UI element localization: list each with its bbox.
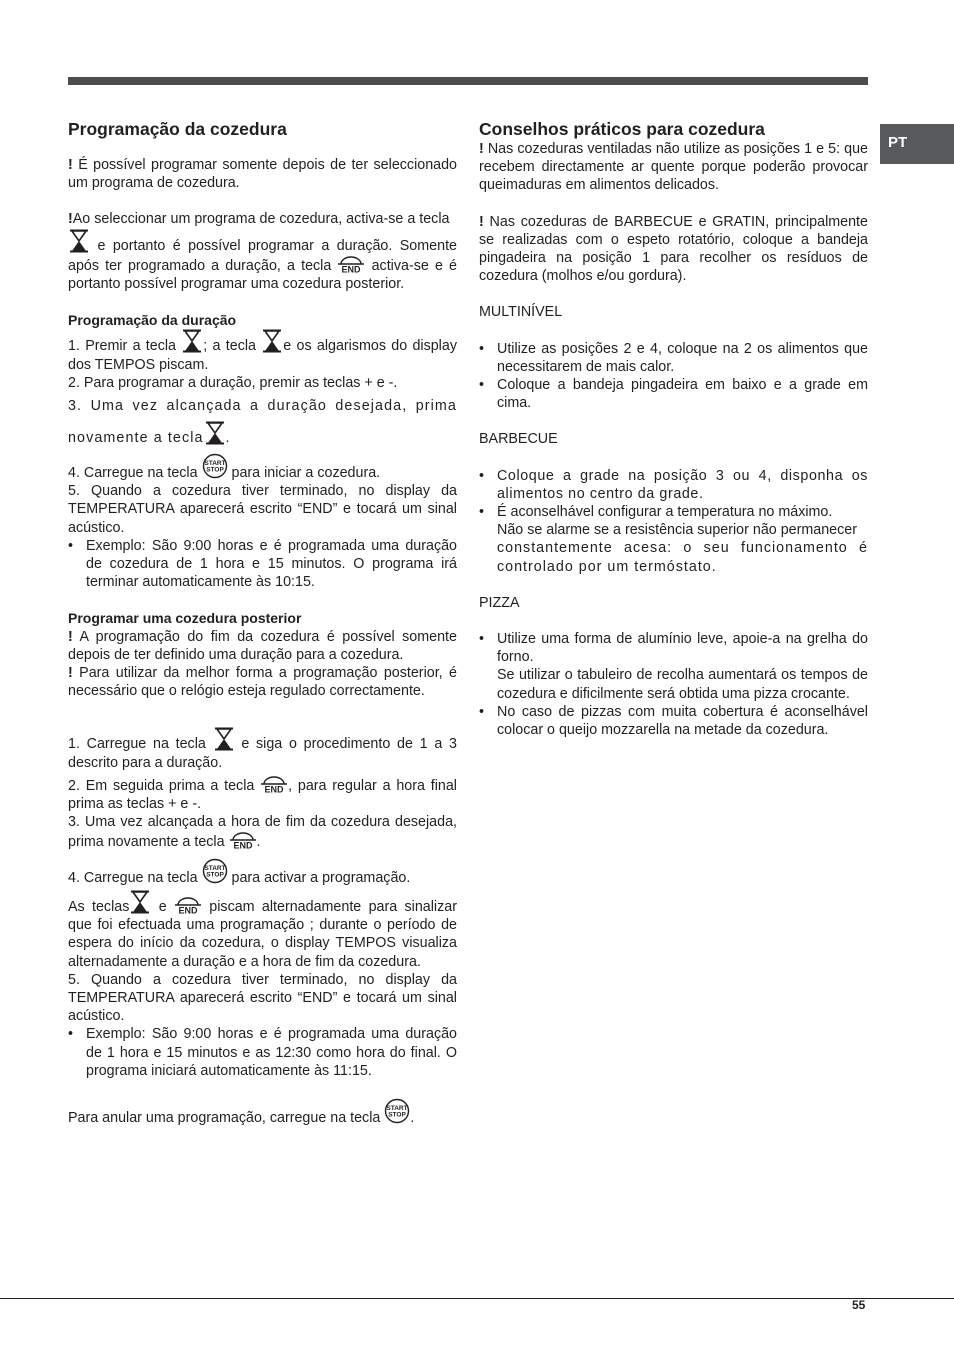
delayed-step-3 (68, 813, 457, 851)
paragraph-text: e portanto é possível programar a duração. Somente após ter programado a duração, a tecla (68, 237, 457, 274)
end-icon-label: END (233, 840, 253, 850)
step-text: , para regular a hora final prima as teclas + e -. (68, 777, 457, 813)
start-stop-label: START (386, 1104, 408, 1112)
list-item-text: constantemente acesa: o seu funcionamento é controlado por um termóstato. (497, 540, 868, 575)
duration-step-3 (68, 392, 457, 453)
step-text: As teclas (68, 898, 130, 915)
right-column (479, 118, 868, 739)
hourglass-icon (68, 229, 90, 253)
end-icon-label: END (341, 264, 361, 273)
step-text: 3. Uma vez alcançada a duração desejada, prima novamente a tecla (68, 398, 457, 447)
step-text: e (158, 898, 167, 915)
end-icon (260, 775, 288, 793)
example-list-2 (68, 1025, 457, 1080)
step-text: para iniciar a cozedura. (231, 465, 381, 482)
list-item: • Exemplo: São 9:00 horas e é programada uma duração de cozedura de 1 hora e 15 minutos. O programa irá terminar automaticamente às 10:15. (68, 537, 457, 592)
delayed-step-2 (68, 775, 457, 813)
exclamation-mark: ! (68, 628, 73, 645)
step-text: ; a tecla (203, 338, 256, 355)
example-list-1 (68, 537, 457, 592)
pizza-list (479, 630, 868, 739)
start-stop-label: STOP (388, 1111, 407, 1119)
start-stop-icon (202, 453, 228, 479)
step-text: 4. Carregue na tecla (68, 465, 198, 482)
step-text: 3. Uma vez alcançada a hora de fim da cozedura desejada, prima novamente a tecla (68, 814, 457, 851)
list-item (479, 630, 868, 703)
paragraph-text: activa-se e é portanto possível programar uma cozedura posterior. (68, 257, 457, 293)
end-icon (174, 896, 202, 914)
hourglass-icon (129, 890, 151, 914)
paragraph-text: Para utilizar da melhor forma a programação posterior, é necessário que o relógio esteja regulado correctamente. (68, 665, 457, 700)
subheading-duration: Programação da duração (68, 312, 237, 329)
cancel-programming (68, 1098, 457, 1127)
start-stop-icon (202, 858, 228, 884)
list-item: • Exemplo: São 9:00 horas e é programada uma duração de 1 hora e 15 minutos e as 12:30 como hora do final. O programa iniciará automaticamente às 11:15. (68, 1025, 457, 1080)
hourglass-icon (261, 329, 283, 353)
footer-rule (0, 1298, 954, 1299)
paragraph-text: Ao seleccionar um programa de cozedura, activa-se a tecla (72, 211, 450, 228)
paragraph-text: É possível programar somente depois de ter seleccionado um programa de cozedura. (68, 157, 457, 192)
language-tab (880, 124, 954, 164)
end-icon (337, 255, 365, 273)
list-item-text: Utilize uma forma de alumínio leve, apoie-a na grelha do forno. (497, 631, 868, 666)
start-stop-label: START (203, 864, 226, 872)
exclamation-mark: ! (68, 157, 73, 173)
hourglass-icon (181, 329, 203, 353)
start-stop-label: START (203, 460, 226, 468)
start-stop-label: STOP (205, 871, 224, 879)
exclamation-mark: ! (68, 211, 73, 228)
list-item-text: Não se alarme se a resistência superior não permanecer (497, 522, 857, 539)
step-text: piscam alternadamente para sinalizar que foi efectuada uma programação ; durante o período de espera do início da cozedura, o display TEMPOS visualiza alternadamente a duração e a hora de fim da cozedura. (68, 898, 457, 970)
left-column (68, 118, 457, 1127)
exclamation-mark: ! (68, 665, 73, 682)
step-text: e siga o procedimento de 1 a 3 descrito para a duração. (68, 736, 458, 771)
duration-step-1 (68, 329, 457, 373)
heading-multilevel: MULTINÍVEL (479, 304, 563, 321)
list-item: • No caso de pizzas com muita cobertura é aconselhável colocar o queijo mozzarella na metade da cozedura. (479, 703, 868, 739)
list-item: • Coloque a bandeja pingadeira em baixo e a grade em cima. (479, 376, 868, 412)
duration-step-5: 5. Quando a cozedura tiver terminado, no display da TEMPERATURA aparecerá escrito “END” e tocará um sinal acústico. (68, 483, 457, 536)
paragraph-text: Nas cozeduras de BARBECUE e GRATIN, principalmente se realizadas com o espeto rotatório, coloque a bandeja pingadeira na posição 1 para recolher os resíduos de cozedura (molhos e/ou gordura). (479, 213, 868, 285)
delayed-step-4 (68, 858, 457, 887)
paragraph-text: Nas cozeduras ventiladas não utilize as posições 1 e 5: que recebem directamente ar quente porque poderão provocar queimaduras em alimentos delicados. (479, 141, 868, 194)
paragraph-text: Para anular uma programação, carregue na tecla (68, 1109, 381, 1126)
exclamation-mark: ! (479, 213, 484, 230)
step-text: e os algarismos do display dos TEMPOS piscam. (68, 338, 457, 373)
page-number: 55 (852, 1298, 866, 1312)
section-title-programming: Programação da cozedura (68, 119, 287, 139)
step-text: 4. Carregue na tecla (68, 869, 198, 886)
step-text: . (225, 430, 231, 447)
multilevel-list (479, 340, 868, 413)
heading-pizza: PIZZA (479, 594, 520, 611)
barbecue-list (479, 467, 868, 576)
paragraph-text: . (410, 1109, 415, 1126)
paragraph-note-1 (68, 156, 457, 192)
tips-note-1 (479, 140, 868, 195)
delayed-note-1 (68, 628, 457, 664)
exclamation-mark: ! (479, 141, 484, 157)
step-text: 1. Premir a tecla (68, 338, 177, 355)
hourglass-icon (213, 727, 235, 751)
end-icon-label: END (264, 784, 284, 793)
hourglass-icon (204, 421, 226, 445)
step-text: para activar a programação. (231, 869, 411, 886)
delayed-step-1 (68, 727, 457, 771)
list-item: • Coloque a grade na posição 3 ou 4, disponha os alimentos no centro da grade. (479, 467, 868, 503)
delayed-note-2 (68, 664, 457, 700)
paragraph-text: A programação do fim da cozedura é possível somente depois de ter definido uma duração para a cozedura. (68, 628, 457, 663)
start-stop-icon (384, 1098, 410, 1124)
delayed-step-5: 5. Quando a cozedura tiver terminado, no display da TEMPERATURA aparecerá escrito “END” e tocará um sinal acústico. (68, 971, 457, 1025)
language-tab-label: PT (888, 134, 908, 151)
heading-barbecue: BARBECUE (479, 431, 558, 448)
section-title-tips: Conselhos práticos para cozedura (479, 119, 765, 139)
list-item (479, 503, 868, 576)
step-text: 1. Carregue na tecla (68, 736, 206, 753)
top-rule (68, 77, 868, 85)
list-item: • Utilize as posições 2 e 4, coloque na 2 os alimentos que necessitarem de mais calor. (479, 340, 868, 376)
end-icon-label: END (178, 905, 198, 914)
start-stop-label: STOP (205, 466, 224, 474)
subheading-delayed: Programar uma cozedura posterior (68, 610, 302, 627)
step-text: . (256, 834, 261, 851)
paragraph-note-2 (68, 210, 457, 293)
tips-note-2 (479, 213, 868, 286)
list-item-text: Se utilizar o tabuleiro de recolha aumentará os tempos de cozedura e dificilmente será obtida uma pizza crocante. (497, 667, 868, 702)
duration-step-2: 2. Para programar a duração, premir as teclas + e -. (68, 374, 398, 391)
end-icon (229, 831, 257, 849)
step-text: 2. Em seguida prima a tecla (68, 777, 255, 794)
delayed-keys-blink (68, 890, 457, 971)
duration-step-4 (68, 453, 457, 482)
list-item-text: É aconselhável configurar a temperatura no máximo. (497, 504, 833, 521)
